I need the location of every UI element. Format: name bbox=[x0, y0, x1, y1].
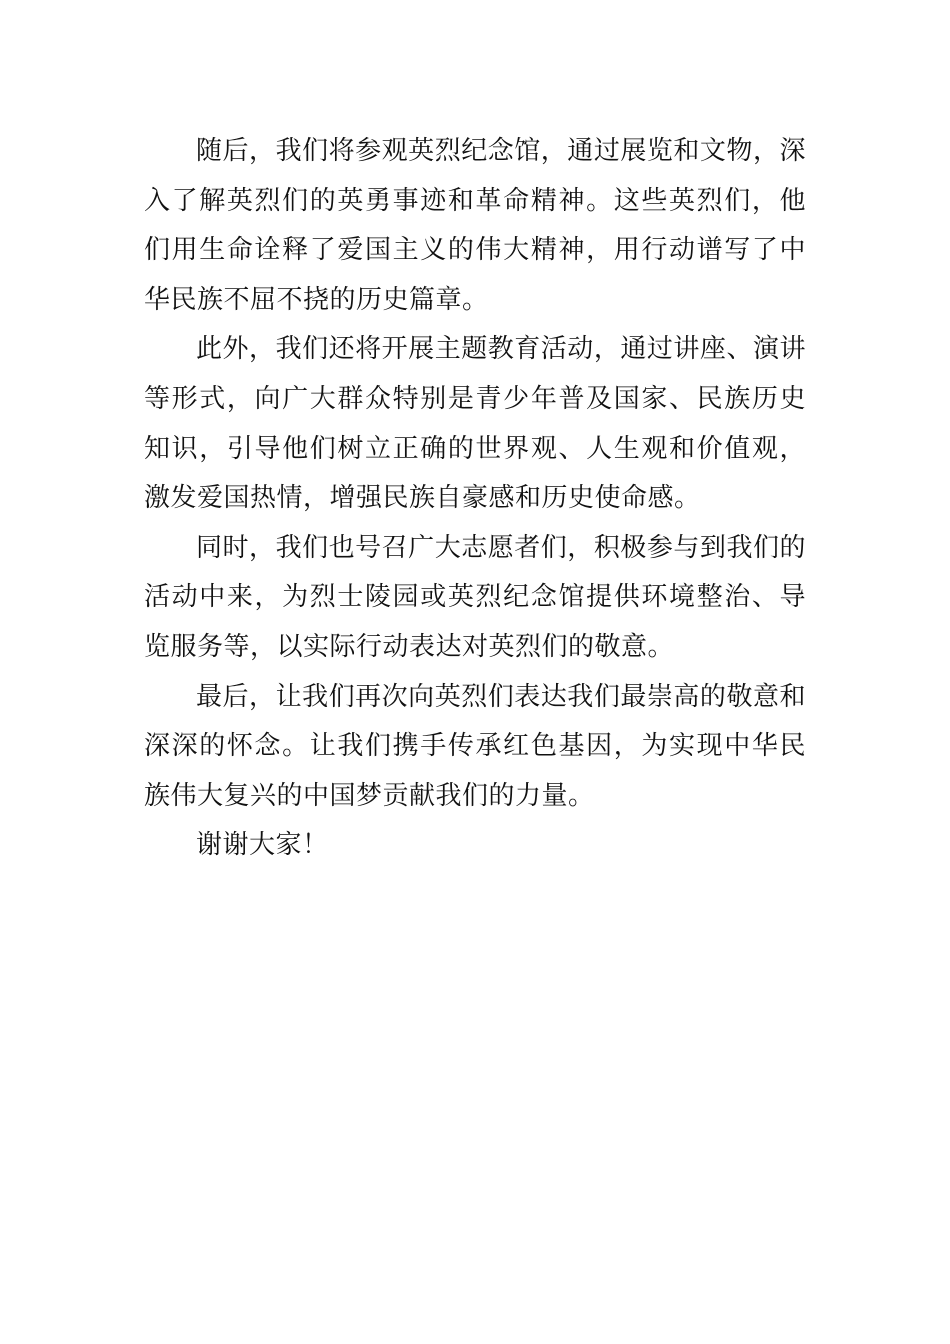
paragraph-closing-tribute: 最后，让我们再次向英烈们表达我们最崇高的敬意和深深的怀念。让我们携手传承红色基因，为实现中华民族伟大复兴的中国梦贡献我们的力量。 bbox=[144, 681, 806, 811]
paragraph-visit-memorial: 随后，我们将参观英烈纪念馆，通过展览和文物，深入了解英烈们的英勇事迹和革命精神。这些英烈们，他们用生命诠释了爱国主义的伟大精神，用行动谱写了中华民族不屈不挠的历史篇章。 bbox=[144, 136, 806, 315]
paragraph-thanks: 谢谢大家！ bbox=[196, 830, 329, 861]
paragraph-education-activities: 此外，我们还将开展主题教育活动，通过讲座、演讲等形式，向广大群众特别是青少年普及国家、民族历史知识，引导他们树立正确的世界观、人生观和价值观，激发爱国热情，增强民族自豪感和历史使命感。 bbox=[144, 334, 806, 514]
paragraph-volunteers: 同时，我们也号召广大志愿者们，积极参与到我们的活动中来，为烈士陵园或英烈纪念馆提供环境整治、导览服务等，以实际行动表达对英烈们的敬意。 bbox=[144, 532, 806, 662]
document-body bbox=[144, 127, 806, 871]
